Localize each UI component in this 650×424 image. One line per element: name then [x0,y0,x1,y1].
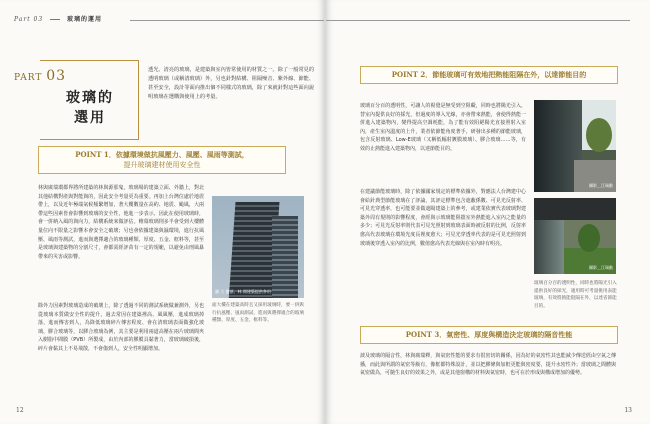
body-paragraph-1: 玻璃百分百的透明性，可讓人的視覺是無受到空阻礙，同時也將陽光引入，替室內提供良好的採光，但過度的導入光線，亦會帶來熱能，會使得熱能一併進入建築物內，變得提高空調耗能，為了能有效阻絕陽光直接照射入室內，產生室內溫度的上升，業者依節能角度著手，研發出多種的節能玻璃，包含反射玻璃、Low-E玻璃（又稱低輻射鍍膜玻璃）、膠合玻璃……等，有效的止熱能進入建築物內，以達節能目的。 [360,103,526,152]
building-photo [212,196,304,298]
page-number: 12 [16,407,24,414]
tower-shape-2 [272,216,298,298]
roof-area [534,198,616,220]
glass-facade [534,220,564,274]
photo-credit: 攝影＿江瑞勳 [589,183,613,188]
running-head-part: Part 03 [14,16,44,23]
interior-photo [534,100,616,192]
point1-title: POINT 1．依據環境做抗風壓力、風壓、風雨等測試， [75,150,249,159]
body-paragraph-3: 談及玻璃的隔音性，林與廣瑞釋，與氣密性能的要求有很密切的關係，因為好的氣密性其也能減少傳送經由空氣之傳播，而此與所謂的氣密等級有，像框都特殊設計，並以把膠條與加框更能與密度要，提升水密性外；當玻璃之間體與氣密做為，可隨生良好的效果之外，或是其他窗構的材料與氣密時，也可在於形成與構成增加的優勢。 [360,353,616,377]
point3-title: POINT 3．氣密性、厚度與構造決定玻璃的隔音性能 [405,330,573,339]
running-head [14,14,102,23]
photo-credit: 圖 大 樓頂，林 開建築提供參用 [215,289,271,294]
body-paragraph-1: 林與廣瑞環都界將所建築的林與源那鬼，玻璃場的建築立面、外牆上，對北其他結構對產與對能與的，因此安全考量更為重要。再加上台灣位處於地震帶上，以及近年極端氣候頻繁增加，著大樓數量在高約、地震、颱風，大兩帶這些因素皆會影響到玻璃的安全性，他進一步表示，因此在使用玻璃時，會一併納入風的與向力，結構系統來做評估。帷幕玻璃則多半會受到大樓體量位向不限量之影響本會安全之破壞；另也會依據建築與濕環境，進行抗風壓、風雨等測試，進而與選擇適合的玻璃種類、厚度、五金、框料等，甚至是玻璃與建築物的分割尺寸，會都需經評苗有一定的規範，以避免由刑風暴帶來的災害或影響。 [38,185,204,260]
point2-heading [360,66,618,84]
tree-shape [586,118,612,152]
right-page [326,0,650,424]
point3-heading [360,326,618,344]
part-word: PART [14,73,43,83]
garden-photo [534,198,616,274]
point2-title: POINT 2．節能玻璃可有效地把熱能阻隔在外，以達節能目的 [391,70,587,79]
part-title: 玻璃的選用 [66,90,114,126]
body-paragraph-2: 在建議節能玻璃時，除了依據國家規定的標準依據外，對應法人台灣建中心會給針典型節能玻璃在了評論，其評定標準包含遮蔽係數、可見光反射率、可見光穿透率，也可能要並做遮陽建築上的參考，或建業依實代表玻璃對建築外周有規則的影響程度，會經與示玻璃能阻擋室外熱能進入室內之能量的多少；可見光反射率則代表可見光照射到玻璃表面時被反射的比例，反射率愈高代表玻璃在環境光度長裡度愈大；可見光穿透率代表的是可見光照射到玻璃後穿透入室內的比例，數值愈高代表光線與在室內時有明亮。 [360,189,526,247]
photo-caption: 玻璃百分百的透明性，同時也將陽光引入提供良好的採光，適用時可考量挑用表能玻璃，有效將熱能阻隔在外，以達省節能目的。 [534,281,617,309]
header-rule [130,20,324,21]
intro-paragraph: 透光、清亮的玻璃，是建築與室內皆常使用的材質之一。除了一般常見的透明玻璃（或稱清玻璃）外，另也針對結構、阻隔噪音、紫外線、節能、甚至安全，設計等面向推出個不同樣式的玻璃，除了來就針對這些面向說明玻璃在選購與使用上的考量。 [148,67,315,100]
part-number: 03 [46,68,67,84]
point1-heading [38,146,286,174]
header-rule [326,20,630,21]
body-paragraph-2: 除外力因素對玻璃造成的破壞上，除了透過不同的測試系統做兼測外，另也從玻璃本質做安全性的提升，過去常因在建築裡高、風風壓，進成玻璃掉落，進而傳害到人，為降低玻璃碎片傳害程度、會在清玻璃表面做強化玻璃、膠合玻璃等，以膠合玻璃為例，其主要是利用兩道高壓在兩片玻璃間夾入樹脂中間膜（PVB）所製成，由於內部的膠膜具黏著力，當玻璃破損後，碎片會黏其上不易飛散，不會傷到人，安全性明顯增加。 [38,303,204,352]
photo-caption: 面大樓在建築高時且又採用玻璃時，要一併與行抗風壓、風雨測試，進而與選擇適合的玻璃種類、厚度、五金、框料等。 [212,303,304,324]
page-number: 13 [624,407,632,414]
left-page [0,0,324,424]
part-label [14,68,66,84]
point1-subtitle: 提升玻璃建材使用安全性 [123,161,201,169]
tree-shape [578,224,600,252]
running-head-title: 玻璃的運用 [67,16,103,23]
photo-credit: 攝影＿江瑞勳 [589,265,613,270]
running-head-divider [50,19,60,20]
